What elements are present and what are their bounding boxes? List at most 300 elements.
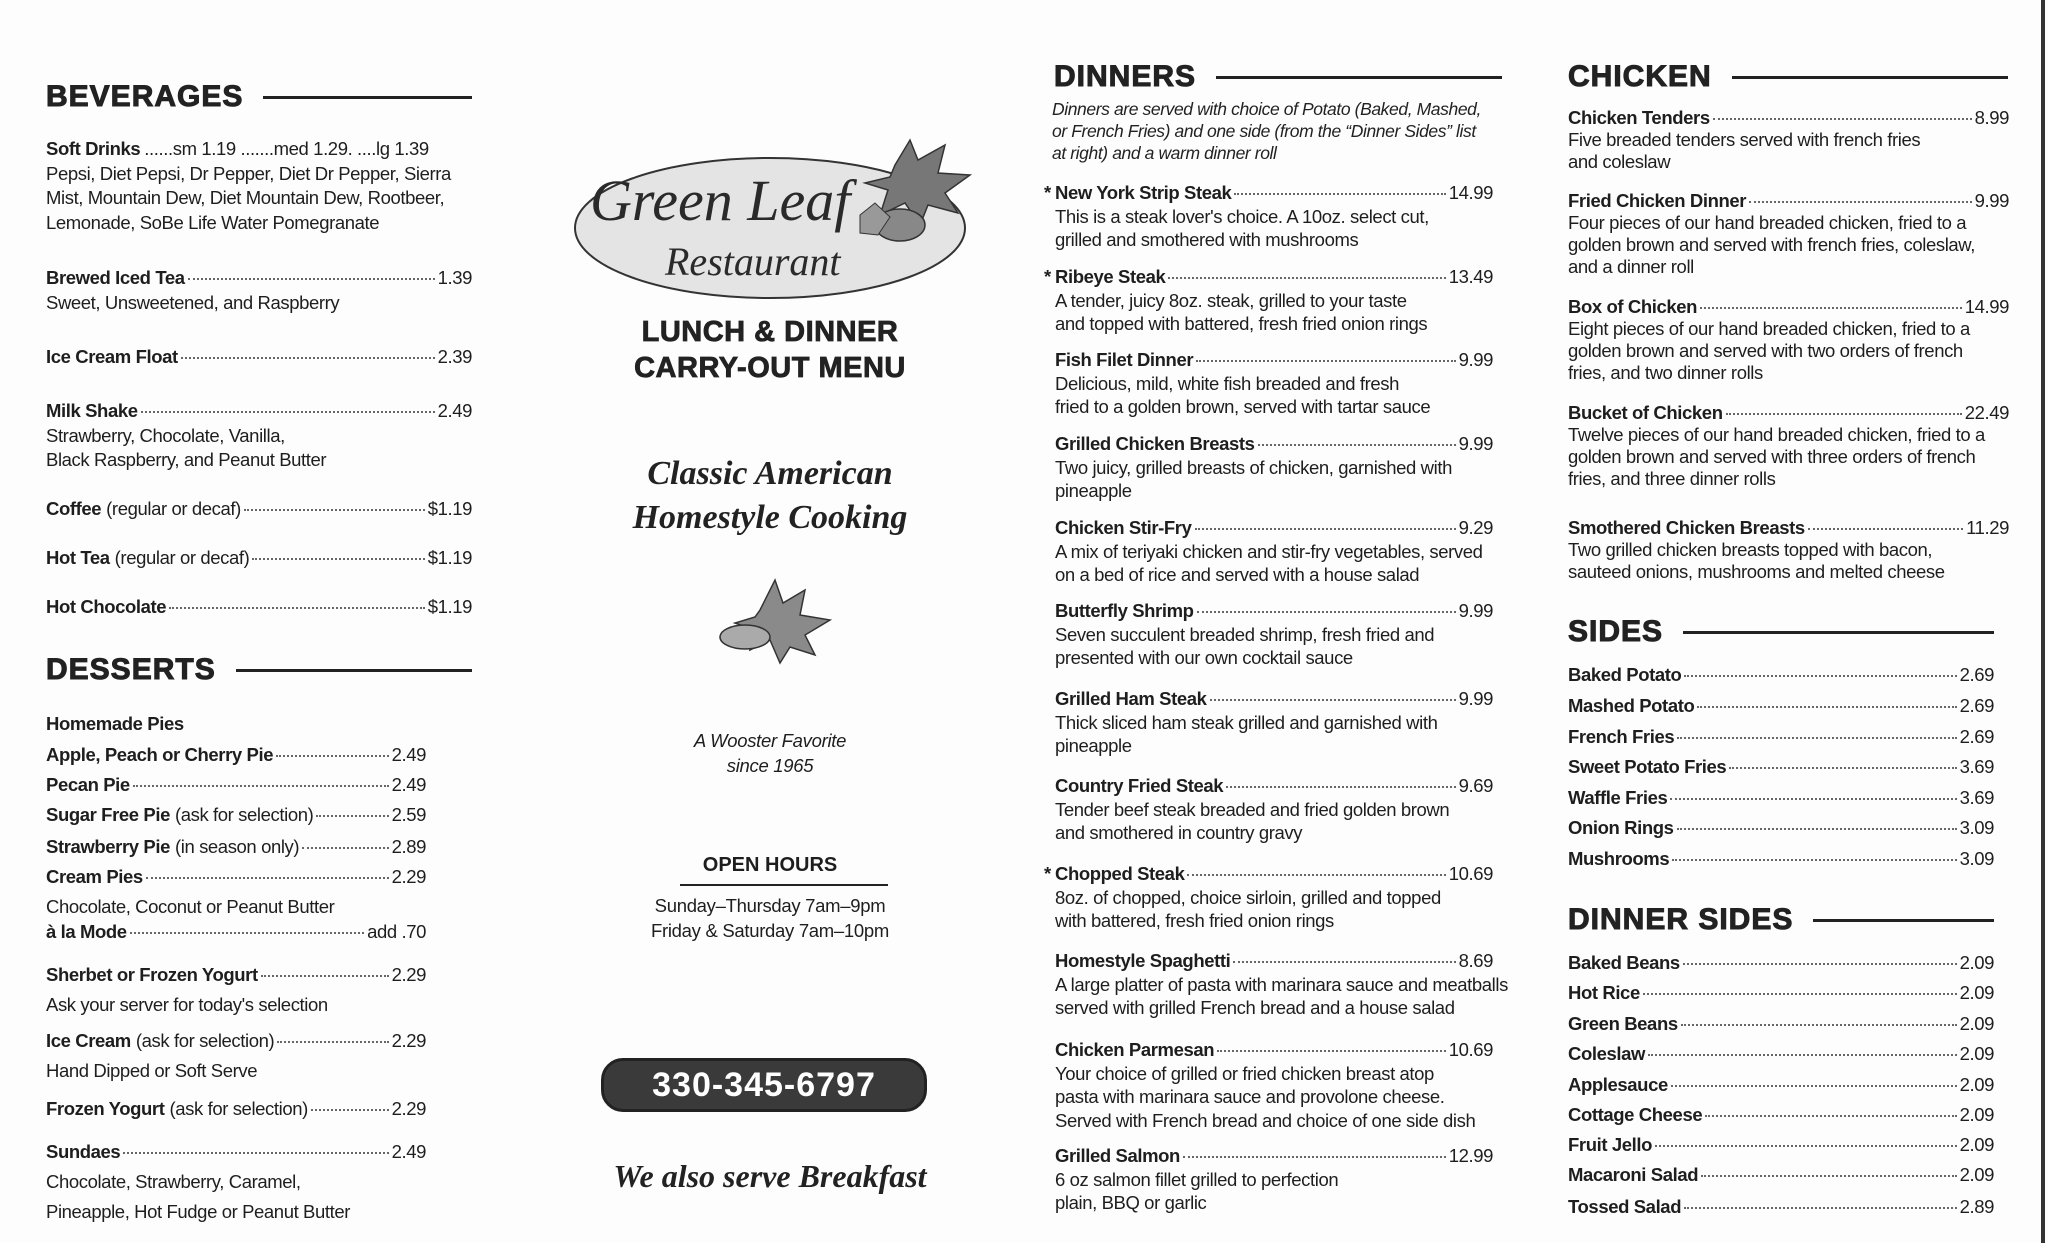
item-price: 2.09: [1959, 952, 1994, 973]
menu-item: [1055, 687, 1493, 758]
item-name: Baked Potato: [1568, 664, 1682, 685]
item-row: [1055, 949, 1493, 973]
item-price: 2.09: [1959, 1134, 1994, 1155]
item-row: [46, 800, 426, 830]
item-price: $1.19: [427, 498, 472, 519]
breakfast-note: We also serve Breakfast: [613, 1158, 927, 1194]
menu-item: [1568, 1133, 1994, 1157]
item-description: pineapple: [1055, 480, 1132, 501]
dot-leader: [1233, 961, 1455, 963]
menu-item: [1568, 1163, 1994, 1187]
menu-item: [46, 497, 472, 522]
item-name: Cottage Cheese: [1568, 1104, 1703, 1125]
dot-leader: [1210, 699, 1456, 701]
menu-item: [1568, 755, 1994, 779]
item-price: 2.49: [437, 400, 472, 421]
heading-rule: [1813, 919, 1994, 922]
item-price: $1.19: [427, 547, 472, 568]
item-row: [46, 546, 472, 571]
item-row: [46, 709, 426, 739]
item-row: [1044, 181, 1493, 205]
heading-rule: [1683, 631, 1994, 634]
item-row: [1568, 1012, 1994, 1036]
item-description: Chocolate, Strawberry, Caramel,: [46, 1171, 301, 1192]
hours-rule: [680, 884, 888, 886]
item-description: pineapple: [1055, 735, 1132, 756]
item-description: golden brown and served with three orders of french: [1568, 446, 1976, 467]
menu-title: [550, 314, 990, 386]
item-name: Mashed Potato: [1568, 695, 1695, 716]
dot-leader: [1681, 1024, 1957, 1026]
item-name: Grilled Ham Steak: [1055, 688, 1207, 709]
item-description: Your choice of grilled or fried chicken breast atop: [1055, 1062, 1434, 1084]
menu-item: [1055, 774, 1493, 845]
item-description: fried to a golden brown, served with tartar sauce: [1055, 396, 1431, 417]
item-name: Applesauce: [1568, 1074, 1668, 1095]
dot-leader: [1749, 201, 1972, 203]
item-price: 2.49: [391, 744, 426, 765]
item-name: Brewed Iced Tea: [46, 267, 185, 288]
item-row: [1055, 516, 1493, 540]
menu-item: [1568, 517, 2009, 583]
item-row: [1568, 107, 2009, 129]
menu-item: [46, 399, 472, 473]
item-note: (regular or decaf): [114, 547, 250, 568]
menu-item: [46, 546, 472, 571]
phone-number[interactable]: 330-345-6797: [601, 1058, 927, 1112]
menu-item: [46, 345, 472, 370]
item-price: 2.29: [391, 866, 426, 887]
menu-item: [1568, 1042, 1994, 1066]
dinners-heading: [1054, 60, 1502, 94]
item-row: [1568, 663, 1994, 687]
menu-item: [46, 1026, 426, 1086]
dot-leader: [277, 1041, 388, 1043]
item-row: [1568, 1163, 1994, 1187]
item-description: with battered, fresh fried onion rings: [1055, 910, 1334, 931]
item-name: Apple, Peach or Cherry Pie: [46, 744, 274, 765]
item-name: Sherbet or Frozen Yogurt: [46, 964, 258, 985]
dot-leader: [1672, 859, 1956, 861]
item-row: [1568, 1133, 1994, 1157]
dot-leader: [1808, 528, 1963, 530]
item-price: 3.09: [1959, 817, 1994, 838]
favorite-line2: since 1965: [726, 755, 814, 776]
item-description: Delicious, mild, white fish breaded and fresh: [1055, 372, 1399, 394]
item-name: French Fries: [1568, 726, 1675, 747]
menu-item: [46, 740, 426, 770]
menu-item: [1055, 1144, 1493, 1215]
menu-item: [46, 832, 426, 862]
item-row: [46, 266, 472, 291]
item-name: Chicken Tenders: [1568, 107, 1710, 128]
item-price: 2.09: [1959, 1043, 1994, 1064]
item-name: Chicken Stir-Fry: [1055, 517, 1192, 538]
dot-leader: [133, 785, 389, 787]
item-name: Hot Tea: [46, 547, 110, 568]
wooster-favorite: [550, 728, 990, 778]
item-row: [1055, 432, 1493, 456]
item-row: [1055, 1038, 1493, 1062]
item-description: golden brown and served with two orders of french: [1568, 340, 1963, 361]
item-description: and topped with battered, fresh fried onion rings: [1055, 313, 1428, 334]
item-price: 14.99: [1448, 182, 1493, 203]
item-name: Coleslaw: [1568, 1043, 1645, 1064]
menu-item: [1055, 432, 1493, 503]
item-name: Fruit Jello: [1568, 1134, 1652, 1155]
hours-line1: Sunday–Thursday 7am–9pm: [654, 895, 886, 916]
menu-item: [1055, 516, 1493, 587]
item-row: [1055, 1144, 1493, 1168]
item-price: 1.39: [437, 267, 472, 288]
item-name: Box of Chicken: [1568, 296, 1698, 317]
item-row: [46, 862, 426, 892]
item-description: and smothered in country gravy: [1055, 822, 1303, 843]
dot-leader: [252, 558, 424, 560]
item-name: Grilled Chicken Breasts: [1055, 433, 1255, 454]
chicken-heading: [1568, 60, 2008, 94]
item-row: [46, 345, 472, 370]
item-name: Ice Cream: [46, 1030, 131, 1051]
item-note: (ask for selection): [135, 1030, 275, 1051]
menu-item: [1055, 949, 1508, 1020]
menu-title-line1: LUNCH & DINNER: [641, 316, 899, 348]
menu-title-line2: CARRY-OUT MENU: [634, 352, 906, 384]
dot-leader: [181, 357, 435, 359]
item-description: on a bed of rice and served with a house salad: [1055, 564, 1420, 585]
item-row: [46, 1026, 426, 1056]
item-row: [1055, 687, 1493, 711]
item-row: [1055, 348, 1493, 372]
dot-leader: [1168, 277, 1445, 279]
item-price: 8.99: [1974, 107, 2009, 128]
dot-leader: [1684, 1207, 1956, 1209]
item-price: 2.69: [1959, 726, 1994, 747]
item-row: [46, 1137, 426, 1167]
intro-line: Dinners are served with choice of Potato (Baked, Mashed,: [1052, 99, 1481, 119]
item-price: 9.99: [1974, 190, 2009, 211]
item-description: Five breaded tenders served with french fries: [1568, 129, 1921, 150]
item-price: 9.99: [1458, 349, 1493, 370]
item-description: 8oz. of chopped, choice sirloin, grilled and topped: [1055, 886, 1441, 908]
item-row: [1568, 1195, 1994, 1219]
item-name: Pecan Pie: [46, 774, 130, 795]
item-price: 8.69: [1458, 950, 1493, 971]
menu-item: [46, 800, 426, 830]
item-price: 22.49: [1964, 402, 2009, 423]
item-description: Eight pieces of our hand breaded chicken, fried to a: [1568, 318, 1970, 339]
menu-item: [1568, 694, 1994, 718]
item-price: 2.49: [391, 1141, 426, 1162]
item-row: [46, 832, 426, 862]
item-name: Onion Rings: [1568, 817, 1674, 838]
menu-item: [46, 137, 472, 235]
item-row: [1568, 847, 1994, 871]
menu-item: [46, 709, 426, 739]
item-row: [46, 1094, 426, 1124]
heading-rule: [1216, 76, 1502, 79]
item-price: 10.69: [1448, 1039, 1493, 1060]
item-price: 11.29: [1966, 517, 2009, 538]
item-description: Chocolate, Coconut or Peanut Butter: [46, 896, 335, 917]
item-description: Thick sliced ham steak grilled and garnished with: [1055, 711, 1438, 733]
menu-item: [1568, 725, 1994, 749]
item-description: Black Raspberry, and Peanut Butter: [46, 449, 327, 470]
dot-leader: [1700, 307, 1962, 309]
dot-leader: [1258, 444, 1456, 446]
item-name: Mushrooms: [1568, 848, 1670, 869]
item-name: Frozen Yogurt: [46, 1098, 165, 1119]
item-name: Butterfly Shrimp: [1055, 600, 1194, 621]
item-description: Pepsi, Diet Pepsi, Dr Pepper, Diet Dr Pepper, Sierra: [46, 162, 451, 184]
item-row: [1568, 981, 1994, 1005]
item-name: Cream Pies: [46, 866, 143, 887]
dinner-sides-title: DINNER SIDES: [1568, 903, 1794, 936]
item-row: [1055, 774, 1493, 798]
item-name: Sundaes: [46, 1141, 121, 1162]
intro-line: or French Fries) and one side (from the “Dinner Sides” list: [1052, 121, 1476, 141]
item-description: Tender beef steak breaded and fried golden brown: [1055, 798, 1450, 820]
menu-item: [1568, 1012, 1994, 1036]
dot-leader: [1684, 675, 1956, 677]
item-price: 2.89: [391, 836, 426, 857]
item-description: presented with our own cocktail sauce: [1055, 647, 1353, 668]
page-edge: [2041, 0, 2045, 1243]
item-description: Strawberry, Chocolate, Vanilla,: [46, 424, 285, 446]
item-description: grilled and smothered with mushrooms: [1055, 229, 1359, 250]
menu-item: [1568, 951, 1994, 975]
desserts-heading: [46, 653, 472, 687]
item-price: 14.99: [1964, 296, 2009, 317]
item-name: Milk Shake: [46, 400, 138, 421]
item-description: Served with French bread and choice of one side dish: [1055, 1109, 1476, 1131]
dot-leader: [169, 607, 425, 609]
item-description: A tender, juicy 8oz. steak, grilled to your taste: [1055, 289, 1407, 311]
item-name: Ribeye Steak: [1055, 266, 1166, 287]
item-row: [1568, 1042, 1994, 1066]
item-price: 2.09: [1959, 1074, 1994, 1095]
dot-leader: [1670, 798, 1956, 800]
menu-item: [1568, 107, 2009, 173]
item-description: Twelve pieces of our hand breaded chicken, fried to a: [1568, 424, 1985, 445]
item-price: 2.29: [391, 964, 426, 985]
item-name: Coffee: [46, 498, 102, 519]
item-description: Seven succulent breaded shrimp, fresh fried and: [1055, 623, 1435, 645]
menu-item: [46, 595, 472, 620]
item-description: This is a steak lover's choice. A 10oz. select cut,: [1055, 205, 1429, 227]
tagline: [550, 452, 990, 540]
item-row: [1568, 755, 1994, 779]
item-description: Mist, Mountain Dew, Diet Mountain Dew, Rootbeer,: [46, 187, 445, 208]
item-price: 10.69: [1448, 863, 1493, 884]
menu-item: [1568, 786, 1994, 810]
item-description: A mix of teriyaki chicken and stir-fry vegetables, served: [1055, 540, 1483, 562]
tagline-line1: Classic American: [647, 455, 893, 492]
dot-leader: [1726, 413, 1962, 415]
item-description: golden brown and served with french fries, coleslaw,: [1568, 234, 1975, 255]
item-description: and coleslaw: [1568, 151, 1671, 172]
item-row: [46, 740, 426, 770]
item-row: [46, 399, 472, 424]
item-row: [1568, 190, 2009, 212]
dot-leader: [1713, 118, 1972, 120]
item-row: [1568, 951, 1994, 975]
dot-leader: [244, 509, 425, 511]
item-row: [46, 917, 426, 947]
item-row: [46, 960, 426, 990]
dot-leader: [261, 975, 389, 977]
item-description: sauteed onions, mushrooms and melted cheese: [1568, 561, 1945, 582]
item-price: 2.39: [437, 346, 472, 367]
chicken-title: CHICKEN: [1568, 60, 1712, 93]
item-name: Strawberry Pie: [46, 836, 170, 857]
dot-leader: [1234, 193, 1445, 195]
item-description: Two juicy, grilled breasts of chicken, garnished with: [1055, 456, 1452, 478]
menu-item: [1044, 181, 1493, 252]
item-price: 9.99: [1458, 688, 1493, 709]
menu-item: [46, 266, 472, 315]
item-description: Ask your server for today's selection: [46, 994, 328, 1015]
menu-item: [1568, 981, 1994, 1005]
item-name: Homestyle Spaghetti: [1055, 950, 1231, 971]
dot-leader: [1683, 963, 1957, 965]
dinners-intro: [1052, 98, 1481, 164]
item-description: plain, BBQ or garlic: [1055, 1192, 1207, 1213]
item-price: 3.69: [1959, 756, 1994, 777]
dot-leader: [1196, 360, 1455, 362]
item-name: Hot Rice: [1568, 982, 1640, 1003]
menu-item: [1044, 265, 1493, 336]
menu-item: [1044, 862, 1493, 933]
item-row: [46, 137, 472, 162]
item-name: Green Beans: [1568, 1013, 1678, 1034]
menu-item: [1055, 1038, 1493, 1132]
open-hours: [550, 893, 990, 943]
item-price: 9.99: [1458, 433, 1493, 454]
favorite-line1: A Wooster Favorite: [693, 730, 847, 751]
item-row: [1044, 265, 1493, 289]
item-name: Baked Beans: [1568, 952, 1680, 973]
dot-leader: [188, 278, 435, 280]
menu-item: [46, 1137, 426, 1227]
menu-item: [1568, 1195, 1994, 1219]
item-name: Tossed Salad: [1568, 1196, 1682, 1217]
item-price: 2.09: [1959, 982, 1994, 1003]
menu-item: [1568, 1073, 1994, 1097]
item-name: Fish Filet Dinner: [1055, 349, 1194, 370]
dot-leader: [1643, 993, 1957, 995]
item-description: Pineapple, Hot Fudge or Peanut Butter: [46, 1201, 351, 1222]
item-description: fries, and three dinner rolls: [1568, 468, 1776, 489]
dot-leader: [311, 1109, 389, 1111]
item-name: Fried Chicken Dinner: [1568, 190, 1747, 211]
item-row: [1568, 694, 1994, 718]
menu-item: [1055, 348, 1493, 419]
item-name: Soft Drinks: [46, 138, 141, 159]
item-row: [1568, 1073, 1994, 1097]
menu-item: [1568, 663, 1994, 687]
item-description: Sweet, Unsweetened, and Raspberry: [46, 291, 340, 313]
item-name: à la Mode: [46, 921, 127, 942]
asterisk-marker: *: [1044, 182, 1051, 203]
item-price: 12.99: [1448, 1145, 1493, 1166]
item-price: 2.49: [391, 774, 426, 795]
item-price: 9.29: [1458, 517, 1493, 538]
item-description: served with grilled French bread and a house salad: [1055, 997, 1455, 1018]
item-note: (in season only): [174, 836, 300, 857]
green-leaf-logo: [560, 125, 980, 310]
dot-leader: [146, 877, 389, 879]
item-name: Homemade Pies: [46, 713, 184, 734]
item-description: fries, and two dinner rolls: [1568, 362, 1763, 383]
item-row: [1568, 402, 2009, 424]
item-price: 2.89: [1959, 1196, 1994, 1217]
menu-item: [1568, 847, 1994, 871]
item-name: Grilled Salmon: [1055, 1145, 1180, 1166]
logo-line1: Green Leaf: [590, 168, 851, 233]
menu-item: [1568, 816, 1994, 840]
item-description: Four pieces of our hand breaded chicken, fried to a: [1568, 212, 1967, 233]
menu-item: [1568, 296, 2009, 384]
item-name: Country Fried Steak: [1055, 775, 1224, 796]
item-price: 2.09: [1959, 1013, 1994, 1034]
item-name: Ice Cream Float: [46, 346, 178, 367]
item-row: [1568, 1103, 1994, 1127]
item-row: [1568, 296, 2009, 318]
dot-leader: [1183, 1156, 1446, 1158]
item-name: Smothered Chicken Breasts: [1568, 517, 1805, 538]
menu-item: [1568, 1103, 1994, 1127]
item-row: [1568, 517, 2009, 539]
item-description: Two grilled chicken breasts topped with bacon,: [1568, 539, 1933, 560]
dot-leader: [1705, 1115, 1956, 1117]
item-price: 2.69: [1959, 695, 1994, 716]
desserts-title: DESSERTS: [46, 653, 216, 686]
menu-item: [1568, 402, 2009, 490]
beverages-title: BEVERAGES: [46, 80, 244, 113]
dot-leader: [1729, 767, 1956, 769]
item-name: Waffle Fries: [1568, 787, 1668, 808]
item-description: Hand Dipped or Soft Serve: [46, 1060, 258, 1081]
dot-leader: [1187, 874, 1445, 876]
tagline-line2: Homestyle Cooking: [632, 499, 908, 536]
dot-leader: [141, 411, 435, 413]
dot-leader: [1226, 786, 1455, 788]
sides-heading: [1568, 615, 1994, 649]
dot-leader: [130, 932, 364, 934]
dot-leader: [1217, 1050, 1446, 1052]
open-hours-title: OPEN HOURS: [702, 854, 838, 876]
item-note: (ask for selection): [174, 804, 314, 825]
menu-item: [46, 960, 426, 1020]
item-price: 9.99: [1458, 600, 1493, 621]
item-name: Chicken Parmesan: [1055, 1039, 1215, 1060]
dinners-title: DINNERS: [1054, 60, 1197, 93]
dot-leader: [1677, 828, 1957, 830]
item-description: and a dinner roll: [1568, 256, 1694, 277]
asterisk-marker: *: [1044, 863, 1051, 884]
heading-rule: [236, 669, 472, 672]
item-price: 2.29: [391, 1030, 426, 1051]
item-name: Sugar Free Pie: [46, 804, 170, 825]
item-row: [1568, 725, 1994, 749]
item-row: [46, 497, 472, 522]
dot-leader: [1195, 528, 1456, 530]
dot-leader: [1655, 1145, 1957, 1147]
item-price: 2.29: [391, 1098, 426, 1119]
item-price: 2.09: [1959, 1104, 1994, 1125]
item-row: [1568, 786, 1994, 810]
